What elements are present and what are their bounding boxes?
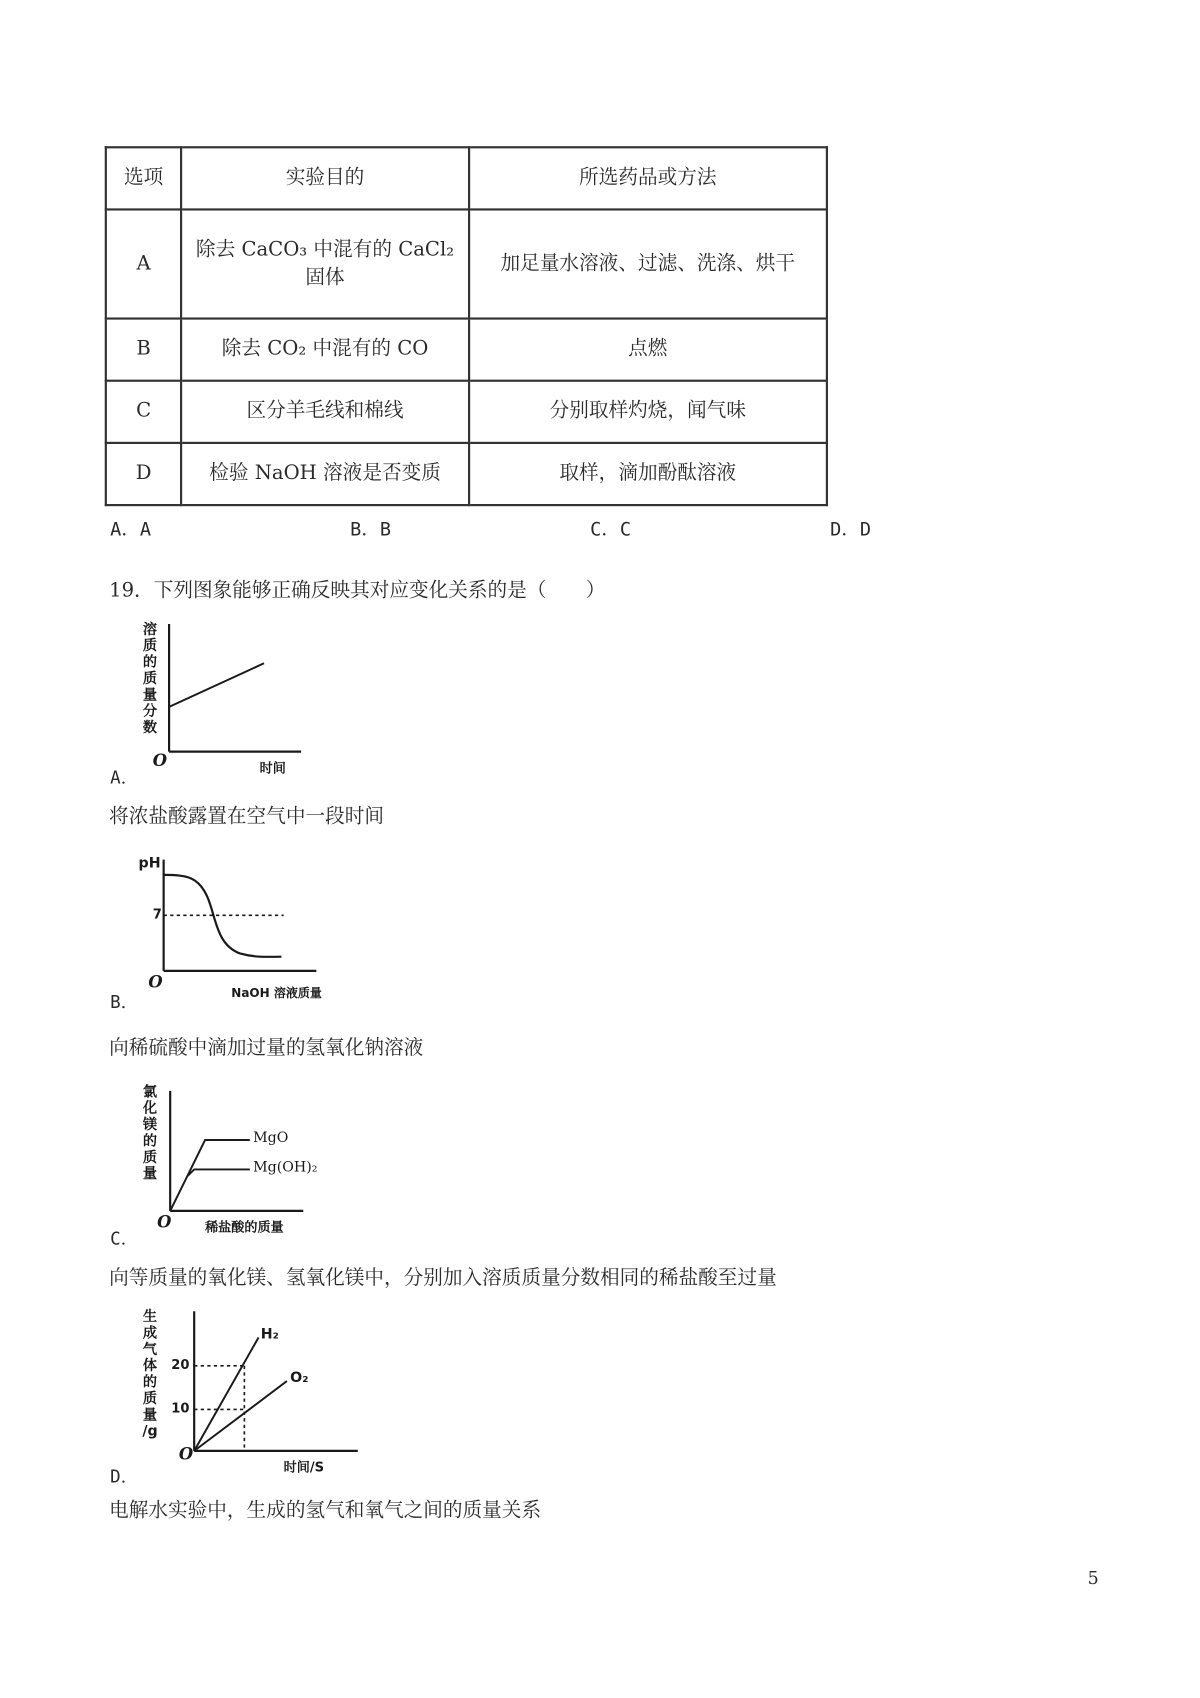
graph-d-origin: O	[178, 1444, 194, 1464]
option-d-letter: D．	[110, 1466, 139, 1487]
graph-a-curve	[169, 663, 264, 707]
option-b-caption: 向稀硫酸中滴加过量的氢氧化钠溶液	[109, 1036, 424, 1060]
graph-d-label-h2: H₂	[260, 1326, 279, 1343]
graph-c-origin: O	[157, 1211, 172, 1232]
table-header-cell: 实验目的	[181, 147, 468, 209]
choice-d: D．D	[830, 519, 872, 542]
method-cell: 分别取样灼烧，闻气味	[469, 381, 827, 443]
option-a-caption: 将浓盐酸露置在空气中一段时间	[109, 805, 384, 828]
purpose-cell: 除去 CO₂ 中混有的 CO	[181, 319, 468, 381]
table-header-row	[106, 147, 827, 209]
graph-d-ylabel: 生 成 气 体 的 质 量 /g	[142, 1309, 158, 1440]
graph-b-ylabel: pH	[138, 855, 161, 872]
graph-b	[137, 853, 344, 1006]
method-cell: 点燃	[469, 319, 827, 381]
graph-d-o2-line	[194, 1381, 287, 1451]
method-cell: 加足量水溶液、过滤、洗涤、烘干	[469, 209, 827, 318]
option-d-caption: 电解水实验中，生成的氢气和氧气之间的质量关系	[109, 1498, 542, 1522]
purpose-cell: 除去 CaCO₃ 中混有的 CaCl₂ 固体	[181, 209, 468, 318]
option-c-caption: 向等质量的氧化镁、氢氧化镁中，分别加入溶质质量分数相同的稀盐酸至过量	[109, 1266, 777, 1290]
purpose-cell: 区分羊毛线和棉线	[181, 381, 468, 443]
graph-c-mgo-line	[170, 1140, 250, 1211]
graph-b-tick-7: 7	[152, 906, 162, 922]
table-header-cell: 选项	[106, 147, 182, 209]
graph-d-tick-10: 10	[171, 1400, 190, 1416]
method-cell: 取样，滴加酚酞溶液	[469, 443, 827, 505]
option-cell: B	[106, 319, 182, 381]
option-cell: C	[106, 381, 182, 443]
graph-a-ylabel: 溶 质 的 质 量 分 数	[142, 621, 158, 737]
graph-b-origin: O	[148, 971, 163, 992]
graph-a-xlabel: 时间	[259, 760, 286, 776]
graph-d-h2-line	[194, 1337, 258, 1450]
option-cell: D	[106, 443, 182, 505]
option-cell: A	[106, 209, 182, 318]
table-row	[106, 319, 827, 381]
choice-a: A．A	[110, 519, 152, 542]
graph-c-label-mgo: MgO	[253, 1130, 289, 1147]
graph-d-tick-20: 20	[171, 1357, 190, 1373]
table-row	[106, 381, 827, 443]
graph-c-mgoh2-line	[188, 1169, 250, 1176]
question-19-stem: 19．下列图象能够正确反映其对应变化关系的是（ ）	[109, 579, 606, 603]
graph-c-xlabel: 稀盐酸的质量	[205, 1219, 284, 1235]
option-b-letter: B．	[110, 991, 139, 1013]
table-row	[106, 209, 827, 318]
graph-a	[137, 620, 312, 775]
graph-c-ylabel: 氯 化 镁 的 质 量	[142, 1084, 158, 1183]
table-header-cell: 所选药品或方法	[469, 147, 827, 209]
graph-d-label-o2: O₂	[290, 1370, 309, 1387]
options-table	[105, 146, 828, 506]
graph-d	[137, 1305, 377, 1480]
graph-d-plot	[137, 1305, 377, 1480]
graph-b-xlabel: NaOH 溶液质量	[231, 986, 322, 1001]
purpose-cell: 检验 NaOH 溶液是否变质	[181, 443, 468, 505]
choice-b: B．B	[350, 519, 392, 542]
table-row	[106, 443, 827, 505]
graph-b-plot	[137, 853, 344, 1006]
option-c-letter: C．	[110, 1228, 139, 1250]
choice-c: C．C	[590, 519, 632, 542]
page-number: 5	[1087, 1567, 1099, 1589]
graph-c-label-mgoh2: Mg(OH)₂	[253, 1159, 318, 1176]
option-a-letter: A．	[110, 766, 139, 788]
graph-a-origin: O	[152, 750, 167, 771]
graph-d-xlabel: 时间/S	[283, 1459, 325, 1475]
graph-c	[137, 1082, 344, 1237]
